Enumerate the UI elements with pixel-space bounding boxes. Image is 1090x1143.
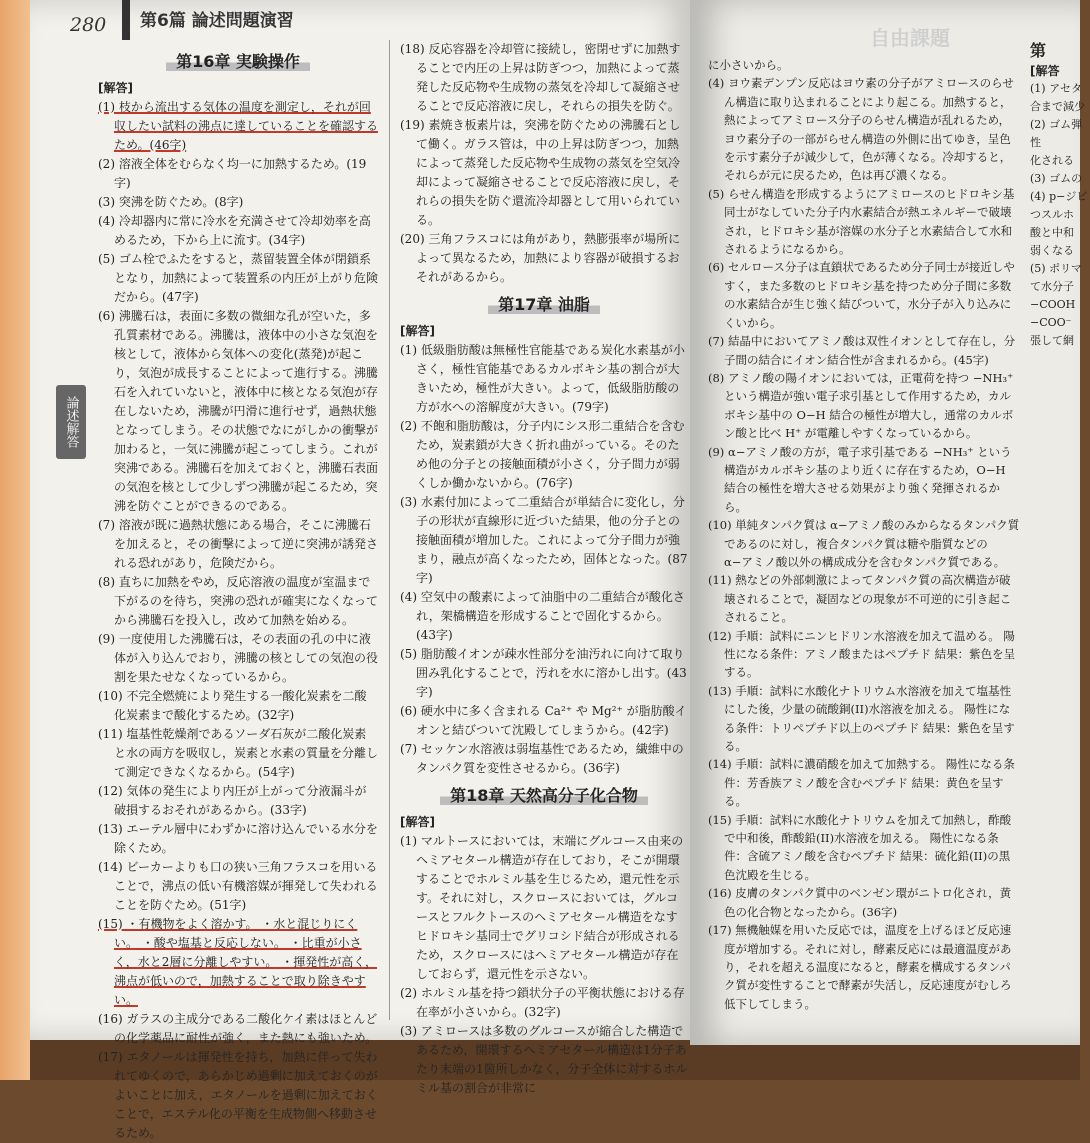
answer-item: (12) 手順：試料にニンヒドリン水溶液を加えて温める。 陽性になる条件：アミノ酸またはペプチド 結果：紫色を呈する。 xyxy=(708,628,1016,680)
partial-line: 酸と中和 xyxy=(1030,226,1074,239)
answer-item: (13) 手順：試料に水酸化ナトリウム水溶液を加えて塩基性にした後，少量の硫酸銅(II)水溶液を加える。 陽性になる条件：トリペプチド以上のペプチド 結果：紫色を呈する。 xyxy=(708,683,1015,754)
answer-item: (8) 直ちに加熱をやめ，反応溶液の温度が室温まで下がるのを待ち，突沸の恐れが確実になくなってから沸騰石を投入し，改めて加熱を始める。 xyxy=(98,575,379,627)
answer-item: (7) 溶液が既に過熱状態にある場合，そこに沸騰石を加えると，その衝撃によって逆に突沸が誘発される恐れがあり，危険だから。 xyxy=(98,518,379,570)
answer-item: (9) α−アミノ酸の方が，電子求引基である −NH₃⁺ という構造がカルボキシ基のより近くに存在するため，O−H 結合の極性を増大させる効果がより強く発揮されるから。 xyxy=(708,444,1012,514)
answer-label: [解答] xyxy=(400,815,435,829)
partial-line: −COOH xyxy=(1030,298,1076,311)
column-1 xyxy=(98,44,378,1143)
answer-item: (13) エーテル層中にわずかに溶け込んでいる水分を除くため。 xyxy=(98,822,378,855)
page-number: 280 xyxy=(70,14,107,36)
answer-item: (4) 空気中の酸素によって油脂中の二重結合が酸化され，架橋構造を形成することで固化するから。(43字) xyxy=(400,590,685,642)
answer-item: (4) 冷却器内に常に冷水を充満させて冷却効率を高めるため，下から上に流す。(34字) xyxy=(98,214,371,247)
answer-item: (3) アミロースは多数のグルコースが縮合した構造であるため，開環するヘミアセタール構造は1分子あたり末端の1箇所しかなく，分子全体に対するホルミル基の割合が非常に xyxy=(400,1024,688,1095)
partial-line: 弱くなる xyxy=(1030,244,1074,257)
answer-item: (3) 水素付加によって二重結合が単結合に変化し，分子の形状が直線形に近づいた結果，他の分子との接触面積が増加した。これによって分子間力が強まり，融点が高くなったため，固体となった。(87字) xyxy=(400,495,688,585)
answer-item: (8) アミノ酸の陽イオンにおいては，正電荷を持つ −NH₃⁺ という構造が強い電子求引基として作用するため，カルボキシ基中の O−H 結合の極性が増大し，通常のカルボン酸と比べ H⁺ が電離しやすくなっているから。 xyxy=(708,370,1014,441)
chapter-18-title: 第18章 天然高分子化合物 xyxy=(400,784,688,807)
answer-item: (2) 不飽和脂肪酸は，分子内にシス形二重結合を含むため，炭素鎖が大きく折れ曲がっている。そのため他の分子との接触面積が小さく，分子間力が弱くしか働かないから。(76字) xyxy=(400,419,685,490)
answer-item: (16) 皮膚のタンパク質中のベンゼン環がニトロ化され，黄色の化合物となったから。(36字) xyxy=(708,886,1012,919)
answer-item: (1) マルトースにおいては，末端にグルコース由来のヘミアセタール構造が存在しており，そこが開環することでホルミル基を生じるため，還元性を示す。それに対し，スクロースにおいては，グルコースとフルクトースのヘミアセタール構造をなすヒドロキシ基同士でグリコシド結合が形成されるため，スクロースにはヘミアセタール構造が存在しておらず，還元性を示さない。 xyxy=(400,834,684,981)
answer-item: (19) 素焼き板素片は，突沸を防ぐための沸騰石として働く。ガラス管は，中の上昇は防ぎつつ，加熱によって蒸発した反応物や生成物の蒸気を空気冷却によって凝縮させることで反応溶液に戻し，それらの損失を防ぐ還流冷却器として用いられている。 xyxy=(400,118,681,227)
answer-label: [解答 xyxy=(1030,64,1060,78)
answer-item: に小さいから。 xyxy=(708,58,789,72)
answer-item: (6) 沸騰石は，表面に多数の微細な孔が空いた，多孔質素材である。沸騰は，液体中の小さな気泡を核として，液体から気体への変化(蒸発)が起こり，気泡が成長することによって進行する。沸騰石を入れていないと，液体中に核となる気泡が存在しないため，沸騰が円滑に進行せず，過熱状態となってしまう。その状態でなにがしかの衝撃が加わると，一気に沸騰が起こってしまう。これが突沸である。沸騰石を加えておくと，沸騰石表面の気泡を核として少しずつ沸騰が起こるため，突沸を防ぐことができるのである。 xyxy=(98,309,379,513)
answer-item: (2) ホルミル基を持つ鎖状分子の平衡状態における存在率が小さいから。(32字) xyxy=(400,986,685,1019)
answer-item: (15) ・有機物をよく溶かす。 ・水と混じりにくい。 ・酸や塩基と反応しない。 ・比重が小さく，水と2層に分離しやすい。 ・揮発性が高く，沸点が低いので，加熱することで取り除きやすい。 xyxy=(98,917,377,1007)
answer-label: [解答] xyxy=(98,81,133,95)
answer-item: (10) 不完全燃焼により発生する一酸化炭素を二酸化炭素まで酸化するため。(32字) xyxy=(98,689,367,722)
answer-item: (11) 塩基性乾燥剤であるソーダ石灰が二酸化炭素と水の両方を吸収し，炭素と水素の質量を分離して測定できなくなるから。(54字) xyxy=(98,727,379,779)
show-through-text: 自由課題 xyxy=(870,26,950,50)
partial-line: (4) p−ジビ xyxy=(1030,190,1088,203)
header-bar xyxy=(122,0,130,40)
answer-label: [解答] xyxy=(400,324,435,338)
partial-line: (5) ポリマ xyxy=(1030,262,1082,275)
answer-item: (17) 無機触媒を用いた反応では，温度を上げるほど反応速度が増加する。それに対し，酵素反応には最適温度があり，それを超える温度になると，酵素を構成するタンパク質が変性することで酵素が失活し，反応速度がむしろ低下してしまう。 xyxy=(708,923,1012,1011)
answer-item: (4) ヨウ素デンプン反応はヨウ素の分子がアミロースのらせん構造に取り込まれることにより起こる。加熱すると，熱によってアミロース分子のらせん構造が乱れるため，ヨウ素分子の一部がらせん構造の外側に出てゆき，呈色を示す素分子が減少して，色が薄くなる。冷却すると，それらが元に戻るため，色は再び濃くなる。 xyxy=(708,76,1014,183)
partial-line: 合まで減少 xyxy=(1030,100,1085,113)
answer-item: (7) 結晶中においてアミノ酸は双性イオンとして存在し，分子間の結合にイオン結合性が含まれるから。(45字) xyxy=(708,334,1016,367)
column-divider xyxy=(389,40,390,1020)
running-header: 第6篇 論述問題演習 xyxy=(140,11,294,31)
answer-item: (10) 単純タンパク質は α−アミノ酸のみからなるタンパク質であるのに対し，複合タンパク質は糖や脂質などの α−アミノ酸以外の構成成分を含むタンパク質である。 xyxy=(708,518,1020,569)
chapter-title-partial: 第 xyxy=(1030,41,1047,60)
answer-item: (5) ゴム栓でふたをすると，蒸留装置全体が閉鎖系となり，加熱によって装置系の内圧が上がり危険だから。(47字) xyxy=(98,252,379,304)
partial-line: つスルホ xyxy=(1030,208,1074,221)
answer-item: (7) セッケン水溶液は弱塩基性であるため，繊維中のタンパク質を変性させるから。(36字) xyxy=(400,742,684,775)
answer-item: (5) 脂肪酸イオンが疎水性部分を油汚れに向けて取り囲み乳化することで，汚れを水に溶かし出す。(43字) xyxy=(400,647,687,699)
partial-line: て水分子 xyxy=(1030,280,1074,293)
answer-item: (17) エタノールは揮発性を持ち，加熱に伴って失われてゆくので，あらかじめ過剰に加えておくのがよいことに加え，エタノールを過剰に加えておくことで，エステル化の平衡を生成物側へ移動させるため。 xyxy=(98,1050,378,1140)
book-page-edges xyxy=(0,0,30,1080)
answer-item: (1) 枝から流出する気体の温度を測定し，それが回収したい試料の沸点に達していることを確認するため。(46字) xyxy=(98,100,379,152)
column-3 xyxy=(708,56,1020,1013)
answer-item: (12) 気体の発生により内圧が上がって分液漏斗が破損するおそれがあるから。(33字) xyxy=(98,784,367,817)
partial-line: 化される xyxy=(1030,154,1074,167)
answer-item: (11) 熱などの外部刺激によってタンパク質の高次構造が破壊されることで，凝固などの現象が不可逆的に引き起こされること。 xyxy=(708,573,1012,625)
answer-item: (14) 手順：試料に濃硝酸を加えて加熱する。 陽性になる条件：芳香族アミノ酸を含むペプチド 結果：黄色を呈する。 xyxy=(708,757,1015,809)
answer-item: (2) 溶液全体をむらなく均一に加熱するため。(19字) xyxy=(98,157,367,190)
partial-line: −COO⁻ xyxy=(1030,316,1072,329)
answer-item: (9) 一度使用した沸騰石は，その表面の孔の中に液体が入り込んでおり，沸騰の核としての気泡の役割を果たせなくなっているから。 xyxy=(98,632,379,684)
side-tab: 論述解答 xyxy=(56,385,86,459)
partial-line: (1) アセタ xyxy=(1030,82,1082,95)
chapter-16-title: 第16章 実験操作 xyxy=(98,50,378,73)
answer-item: (14) ビーカーよりも口の狭い三角フラスコを用いることで，沸点の低い有機溶媒が揮発して失われることを防ぐため。(51字) xyxy=(98,860,378,912)
answer-item: (20) 三角フラスコには角があり，熱膨張率が場所によって異なるため，加熱により容器が破損するおそれがあるから。 xyxy=(400,232,681,284)
answer-item: (5) らせん構造を形成するようにアミロースのヒドロキシ基同士がなしていた分子内水素結合が熱エネルギーで破壊され，ヒドロキシ基が溶媒の水分子と水素結合して水和されるようになるから。 xyxy=(708,186,1015,257)
partial-line: (2) ゴム弾性 xyxy=(1030,118,1083,149)
answer-item: (18) 反応容器を冷却管に接続し，密閉せずに加熱することで内圧の上昇は防ぎつつ，加熱によって蒸発した反応物や生成物の蒸気を冷却して凝縮させることで反応溶液に戻し，それらの損失を防ぐ。 xyxy=(400,42,681,113)
answer-item: (16) ガラスの主成分である二酸化ケイ素はほとんどの化学薬品に耐性が強く，また熱にも強いため。 xyxy=(98,1012,378,1045)
answer-item: (6) セルロース分子は直鎖状であるため分子同士が接近しやすく，また多数のヒドロキシ基を持つため分子間に多数の水素結合が生じ強く結びついて，水分子が入り込みにくいから。 xyxy=(708,260,1015,330)
column-4-partial xyxy=(1030,40,1090,350)
answer-item: (6) 硬水中に多く含まれる Ca²⁺ や Mg²⁺ が脂肪酸イオンと結びついて沈殿してしまうから。(42字) xyxy=(400,704,687,737)
answer-item: (3) 突沸を防ぐため。(8字) xyxy=(98,195,244,209)
answer-item: (1) 低級脂肪酸は無極性官能基である炭化水素基が小さく，極性官能基であるカルボキシ基の割合が大きいため，極性が大きい。よって，低級脂肪酸の方が水への溶解度が大きい。(79字) xyxy=(400,343,685,414)
answer-item: (15) 手順：試料に水酸化ナトリウムを加えて加熱し，酢酸で中和後，酢酸鉛(II)水溶液を加える。 陽性になる条件：含硫アミノ酸を含むペプチド 結果：硫化鉛(II)の黒色沈殿を生じる。 xyxy=(708,812,1012,882)
column-2 xyxy=(400,40,688,1098)
partial-line: (3) ゴムの xyxy=(1030,172,1083,185)
chapter-17-title: 第17章 油脂 xyxy=(400,293,688,316)
partial-line: 張して網 xyxy=(1030,334,1074,347)
